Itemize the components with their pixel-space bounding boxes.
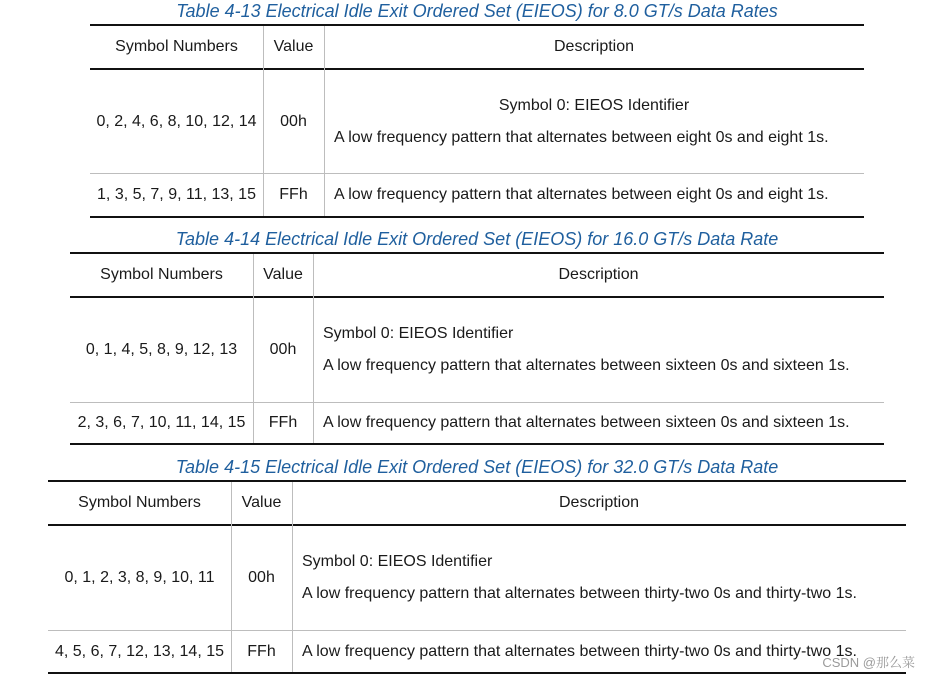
symbols-cell: 4, 5, 6, 7, 12, 13, 14, 15: [54, 642, 224, 660]
description-line: Symbol 0: EIEOS Identifier: [302, 553, 493, 570]
symbols-cell: 2, 3, 6, 7, 10, 11, 14, 15: [77, 414, 246, 431]
description-line: Symbol 0: EIEOS Identifier: [323, 325, 514, 342]
table-4-14: [70, 252, 884, 445]
description-cell: [313, 298, 884, 402]
header-symbol-numbers: Symbol Numbers: [100, 266, 223, 283]
description-line: A low frequency pattern that alternates between thirty-two 0s and thirty-two 1s.: [302, 585, 857, 602]
header-description: Description: [558, 494, 640, 511]
value-cell: 00h: [269, 341, 297, 358]
table-row: [70, 403, 884, 443]
table-caption: Table 4-13 Electrical Idle Exit Ordered Set (EIEOS) for 8.0 GT/s Data Rates: [176, 1, 778, 21]
description-line: Symbol 0: EIEOS Identifier: [498, 96, 690, 114]
value-cell: FFh: [268, 414, 298, 431]
table-row: [70, 298, 884, 403]
column-divider: [292, 482, 293, 672]
table-row: [90, 174, 864, 216]
header-value: Value: [241, 494, 282, 511]
description-cell: [292, 526, 906, 630]
symbols-cell: 1, 3, 5, 7, 9, 11, 13, 15: [97, 186, 256, 203]
column-divider: [253, 254, 254, 443]
symbols-cell: 0, 1, 4, 5, 8, 9, 12, 13: [85, 341, 238, 358]
column-divider: [313, 254, 314, 443]
column-divider: [231, 482, 232, 672]
symbols-cell: 0, 2, 4, 6, 8, 10, 12, 14: [96, 112, 257, 130]
table-4-15: [48, 480, 906, 674]
symbols-cell: 0, 1, 2, 3, 8, 9, 10, 11: [64, 569, 215, 586]
description-line: A low frequency pattern that alternates between eight 0s and eight 1s.: [334, 128, 829, 146]
table-row: [48, 526, 906, 631]
table-header-row: [90, 26, 864, 70]
header-description: Description: [558, 266, 639, 283]
table-header-row: [70, 254, 884, 298]
table-row: [48, 631, 906, 672]
column-divider: [263, 26, 264, 216]
table-caption: Table 4-14 Electrical Idle Exit Ordered Set (EIEOS) for 16.0 GT/s Data Rate: [175, 229, 779, 249]
description-cell: A low frequency pattern that alternates between thirty-two 0s and thirty-two 1s.: [302, 642, 857, 660]
description-cell: [324, 70, 864, 173]
value-cell: FFh: [279, 186, 308, 203]
table-caption: Table 4-15 Electrical Idle Exit Ordered Set (EIEOS) for 32.0 GT/s Data Rate: [175, 457, 779, 477]
header-description: Description: [553, 38, 635, 55]
header-value: Value: [263, 266, 303, 283]
description-cell: A low frequency pattern that alternates between sixteen 0s and sixteen 1s.: [323, 414, 850, 431]
watermark: CSDN @那么菜: [822, 655, 915, 670]
table-4-13: [90, 24, 864, 218]
description-cell: A low frequency pattern that alternates between eight 0s and eight 1s.: [334, 186, 829, 203]
table-row: [90, 70, 864, 174]
column-divider: [324, 26, 325, 216]
table-header-row: [48, 482, 906, 526]
value-cell: FFh: [247, 642, 276, 660]
value-cell: 00h: [280, 112, 307, 130]
description-line: A low frequency pattern that alternates between sixteen 0s and sixteen 1s.: [323, 357, 850, 374]
header-value: Value: [273, 38, 314, 55]
header-symbol-numbers: Symbol Numbers: [115, 38, 238, 55]
value-cell: 00h: [248, 569, 275, 586]
header-symbol-numbers: Symbol Numbers: [78, 494, 201, 511]
